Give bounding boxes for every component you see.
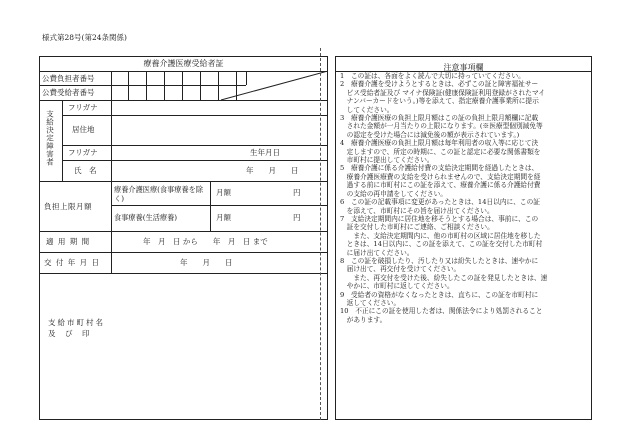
note-line: また、再交付を受けた後、紛失したこの証を発見したときは、速 — [340, 273, 548, 282]
note-line: 8 この証を破損したり、汚したり又は紛失したときは、速やかに — [340, 256, 539, 265]
col-divider — [111, 100, 112, 181]
issue-date-label: 交 付 年 月 日 — [44, 258, 101, 267]
recipient-vertical-label: 支給決定障害者 — [45, 110, 55, 166]
note-line: された金額が一月当たりの上限になります。(※医療型個別減免等 — [340, 122, 543, 131]
yen-label: 円 — [293, 188, 301, 197]
note-line: 7 支給決定期間内に居住地を移そうとする場合は、事前に、この — [340, 214, 539, 223]
col-divider — [62, 100, 63, 181]
note-line: 10 不正にこの証を使用した者は、関係法令により処罰されること — [340, 307, 543, 316]
name-label: 氏 名 — [74, 166, 97, 175]
note-line: 6 この証の記載事項に変更があったときは、14日以内に、この証 — [340, 198, 540, 207]
monthly-amount-label: 月額 — [216, 213, 231, 222]
birth-date-label: 生年月日 — [250, 148, 280, 157]
note-line: の認定を受けた場合には減免後の額が表示されています。) — [340, 130, 520, 139]
monthly-amount-label: 月額 — [216, 188, 231, 197]
note-line: 9 受給者の資格がなくなったときは、直ちに、この証を市町村に — [340, 290, 539, 299]
furigana-label: フリガナ — [68, 103, 98, 112]
municipality-label: 支給市町村名 — [48, 318, 105, 327]
certificate-title: 療養介護医療受給者証 — [143, 59, 224, 68]
col-divider — [210, 181, 211, 231]
public-recipient-no-label: 公費受給者番号 — [42, 88, 95, 97]
yen-label: 円 — [293, 213, 301, 222]
address-label: 居住地 — [72, 125, 95, 134]
period-label: 適 用 期 間 — [46, 237, 91, 246]
limit-meal-label: 食事療養(生活療養) — [114, 213, 178, 222]
note-line: 届け出て、再交付を受けてください。 — [340, 265, 461, 274]
row-divider — [111, 205, 328, 206]
birth-date-value: 年 月 日 — [246, 166, 299, 175]
row-divider — [39, 273, 328, 274]
fold-line — [320, 48, 321, 420]
note-line: 返してください。 — [340, 298, 401, 307]
row-divider — [39, 100, 328, 101]
col-divider — [111, 181, 112, 231]
note-line: してください。 — [340, 105, 394, 114]
note-line: やかに、市町村に返してください。 — [340, 282, 454, 291]
row-divider — [62, 160, 328, 161]
note-line: に届け出てください。 — [340, 248, 414, 257]
issue-date-value: 年 月 日 — [180, 258, 233, 267]
note-line: 5 療養介護に係る介護給付費の支給決定期間を経過したときは、 — [340, 164, 539, 173]
public-payer-no-label: 公費負担者番号 — [42, 74, 95, 83]
number-cells — [111, 71, 328, 100]
row-divider — [39, 231, 328, 232]
limit-label: 負担上限月額 — [44, 202, 92, 211]
note-line: 証を交付した市町村にご連絡、ご相談ください。 — [340, 223, 494, 232]
note-line: 4 療養介護医療の負担上限月額は毎年利用者の収入等に応じて決 — [340, 139, 539, 148]
notes-list — [340, 72, 588, 324]
note-line: 2 療養介護を受けようとするときは、必ずこの証と障害福祉サー — [340, 80, 539, 89]
note-line: また、支給決定期間内に、他の市町村の区域に居住地を移した — [340, 231, 541, 240]
note-line: ビス受給者証及び マイナ保険証(健康保険証利用登録がされたマイ — [340, 88, 546, 97]
col-divider — [111, 231, 112, 273]
note-line: 市町村に提出してください。 — [340, 156, 434, 165]
period-value: 年 月 日 から 年 月 日 まで — [143, 237, 268, 246]
seal-label: 及 び 印 — [48, 329, 91, 338]
note-line: 療養介護医療費の支給を受けられませんので、支給決定期間を経 — [340, 172, 541, 181]
note-line: 3 療養介護医療の負担上限月額はこの証の負担上限月額欄に記載 — [340, 114, 539, 123]
row-divider — [62, 115, 328, 116]
note-line: を添えて、市町村にその旨を届け出てください。 — [340, 206, 494, 215]
notes-title: 注意事項欄 — [443, 63, 484, 72]
note-line: 過する前に市町村にこの証を添えて、療養介護に係る介護給付費 — [340, 181, 541, 190]
note-line: ナンバーカードをいう。)等を添えて、指定療養介護事業所に提示 — [340, 97, 539, 106]
note-line: があります。 — [340, 315, 387, 324]
note-line: ときは、14日以内に、この証を添えて、この証を交付した市町村 — [340, 240, 543, 249]
note-line: の支給の再申請をしてください。 — [340, 189, 447, 198]
row-divider — [39, 181, 328, 182]
furigana-label-2: フリガナ — [68, 148, 98, 157]
limit-with-meal-label: 療養介護医療(食事療養を除く) — [114, 185, 204, 203]
note-line: 1 この証は、各面をよく読んで大切に持っていてください。 — [340, 72, 525, 80]
form-number: 様式第28号(第24条関係) — [42, 33, 127, 42]
row-divider — [39, 252, 328, 253]
note-line: 定しますので、所定の時期に、この証と認定に必要な関係書類を — [340, 147, 541, 156]
row-divider — [62, 145, 328, 146]
